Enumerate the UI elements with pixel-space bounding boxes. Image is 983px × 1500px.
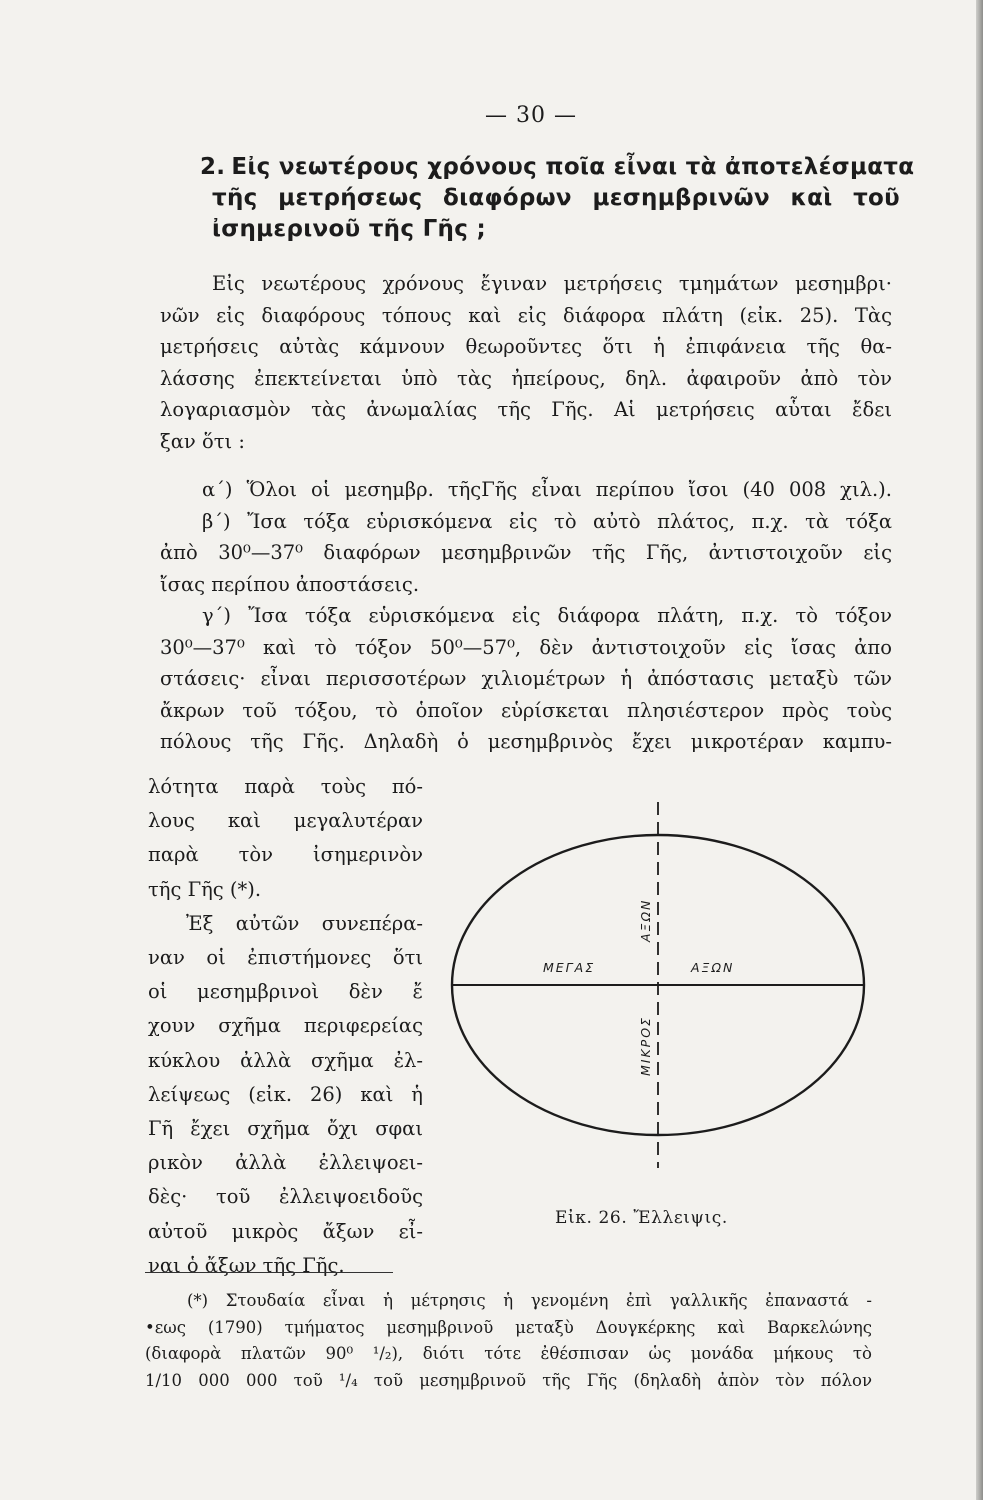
body-line: νῶν εἰς διαφόρους τόπους καὶ εἰς διάφορα πλάτη (εἰκ. 25). Τὰς xyxy=(160,303,892,327)
column-line: λείψεως (εἰκ. 26) καὶ ἡ xyxy=(148,1082,423,1106)
body-line: Εἰς νεωτέρους χρόνους ἔγιναν μετρήσεις τμημάτων μεσημβρι· xyxy=(212,272,892,295)
figure-caption: Εἰκ. 26. Ἔλλειψις. xyxy=(555,1208,728,1228)
body-line: β΄) Ἴσα τόξα εὑρισκόμενα εἰς τὸ αὐτὸ πλάτος, π.χ. τὰ τόξα xyxy=(202,509,892,533)
body-paragraph-1 xyxy=(160,268,892,457)
major-axis-label-right: ΑΞΩΝ xyxy=(691,960,735,975)
column-line: Ἐξ αὐτῶν συνεπέρα- xyxy=(186,911,423,935)
section-heading xyxy=(200,152,915,245)
heading-line-3: ἰσημερινοῦ τῆς Γῆς ; xyxy=(212,216,486,242)
body-line: 30⁰—37⁰ καὶ τὸ τόξον 50⁰—57⁰, δὲν ἀντιστοιχοῦν εἰς ἴσας ἀπο xyxy=(160,635,892,659)
footnote-line: (*) Στουδαία εἶναι ἡ μέτρησις ἡ γενομένη ἐπὶ γαλλικῆς ἐπαναστά - xyxy=(187,1291,872,1310)
body-line: ἴσας περίπου ἀποστάσεις. xyxy=(160,572,420,596)
footnote xyxy=(145,1288,872,1394)
heading-number: 2. xyxy=(200,154,226,180)
column-line: κύκλου ἀλλὰ σχῆμα ἐλ- xyxy=(148,1048,423,1072)
footnote-line: •εως (1790) τμήματος μεσημβρινοῦ μεταξὺ Δουγκέρκης καὶ Βαρκελώνης xyxy=(145,1317,872,1337)
upper-axis-label: ΑΞΩΝ xyxy=(638,898,653,942)
footnote-rule xyxy=(145,1272,393,1273)
column-line: αὐτοῦ μικρὸς ἄξων εἶ- xyxy=(148,1219,423,1243)
column-line: δὲς· τοῦ ἐλλειψοειδοῦς xyxy=(148,1185,423,1209)
column-line: τῆς Γῆς (*). xyxy=(148,877,262,901)
column-line: Γῆ ἔχει σχῆμα ὄχι σφαι xyxy=(148,1117,423,1141)
lower-axis-label: ΜΙΚΡΟΣ xyxy=(638,1016,653,1076)
column-line: παρὰ τὸν ἰσημερινὸν xyxy=(148,843,423,867)
side-column-text xyxy=(148,770,423,1283)
heading-line-1: 2. Εἰς νεωτέρους χρόνους ποῖα εἶναι τὰ ἀποτελέσματα xyxy=(200,154,915,180)
body-line: λογαριασμὸν τὰς ἀνωμαλίας τῆς Γῆς. Αἱ μετρήσεις αὗται ἔδει xyxy=(160,398,892,421)
body-line: ἄκρων τοῦ τόξου, τὸ ὁποῖον εὑρίσκεται πλησιέστερον πρὸς τοὺς xyxy=(160,698,892,722)
body-line: πόλους τῆς Γῆς. Δηλαδὴ ὁ μεσημβρινὸς ἔχει μικροτέραν καμπυ- xyxy=(160,730,892,753)
page-edge-shadow xyxy=(976,0,983,1500)
heading-line-2: τῆς μετρήσεως διαφόρων μεσημβρινῶν καὶ τοῦ xyxy=(212,185,900,211)
column-line: ναν οἱ ἐπιστήμονες ὅτι xyxy=(148,946,423,970)
column-line: λους καὶ μεγαλυτέραν xyxy=(148,809,423,833)
body-line: ἀπὸ 30⁰—37⁰ διαφόρων μεσημβρινῶν τῆς Γῆς, ἀντιστοιχοῦν εἰς xyxy=(160,541,892,564)
major-axis-label-left: ΜΕΓΑΣ xyxy=(543,960,596,975)
column-line: οἱ μεσημβρινοὶ δὲν ἔ xyxy=(148,980,423,1004)
column-line: χουν σχῆμα περιφερείας xyxy=(148,1014,423,1038)
body-line: στάσεις· εἶναι περισσοτέρων χιλιομέτρων ἡ ἀπόστασις μεταξὺ τῶν xyxy=(160,667,892,690)
footnote-line: (διαφορὰ πλατῶν 90⁰ ¹/₂), διότι τότε ἐθέσπισαν ὡς μονάδα μήκους τὸ xyxy=(145,1344,872,1363)
column-line: ναι ὁ ἄξων τῆς Γῆς. xyxy=(148,1253,345,1277)
ellipse-figure xyxy=(448,800,868,1180)
column-line: ρικὸν ἀλλὰ ἐλλειψοει- xyxy=(148,1151,423,1175)
body-line: γ΄) Ἴσα τόξα εὑρισκόμενα εἰς διάφορα πλάτη, π.χ. τὸ τόξον xyxy=(202,604,892,627)
body-line: α΄) Ὅλοι οἱ μεσημβρ. τῆςΓῆς εἶναι περίπου ἴσοι (40 008 χιλ.). xyxy=(202,478,892,501)
body-line: μετρήσεις αὐτὰς κάμνουν θεωροῦντες ὅτι ἡ ἐπιφάνεια τῆς θα- xyxy=(160,335,892,358)
footnote-line: 1/10 000 000 τοῦ ¹/₄ τοῦ μεσημβρινοῦ τῆς Γῆς (δηλαδὴ ἀπὸν τὸν πόλον xyxy=(145,1370,872,1390)
page-number: — 30 — xyxy=(485,103,577,128)
body-line: λάσσης ἐπεκτείνεται ὑπὸ τὰς ἠπείρους, δηλ. ἀφαιροῦν ἀπὸ τὸν xyxy=(160,366,892,390)
column-line: λότητα παρὰ τοὺς πό- xyxy=(148,775,423,798)
body-line: ξαν ὅτι : xyxy=(160,429,245,453)
body-paragraph-2 xyxy=(160,474,892,758)
